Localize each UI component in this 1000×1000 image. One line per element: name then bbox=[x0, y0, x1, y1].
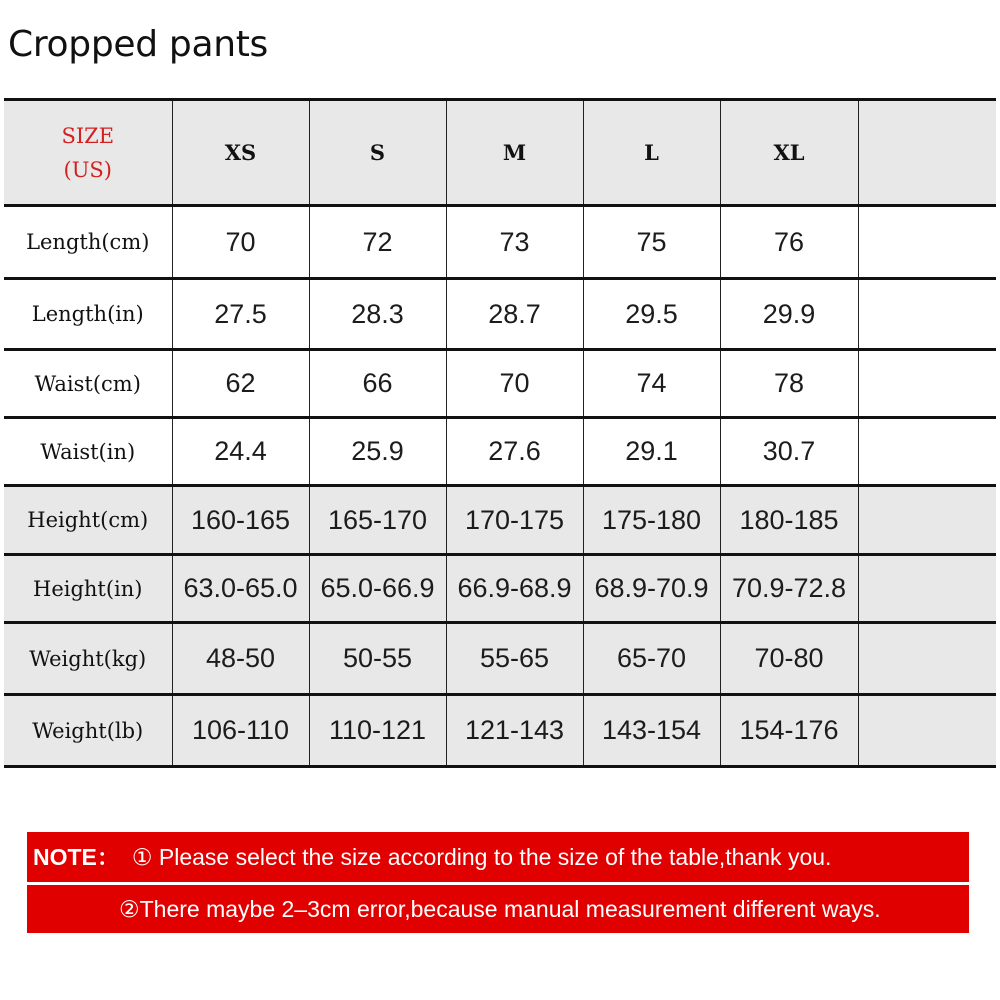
size-label-line1: SIZE bbox=[61, 123, 115, 148]
table-cell: 63.0-65.0 bbox=[172, 555, 309, 623]
table-row bbox=[4, 206, 996, 279]
size-header-s: S bbox=[309, 100, 446, 206]
table-cell: 28.7 bbox=[446, 279, 583, 350]
table-cell: 70 bbox=[172, 206, 309, 279]
note-banner-1 bbox=[27, 832, 969, 882]
size-header-xs: XS bbox=[172, 100, 309, 206]
table-cell: 55-65 bbox=[446, 623, 583, 695]
table-cell: 143-154 bbox=[583, 695, 720, 767]
size-header-empty bbox=[858, 100, 996, 206]
table-cell: 24.4 bbox=[172, 418, 309, 486]
table-cell: 154-176 bbox=[720, 695, 858, 767]
table-cell: 66 bbox=[309, 350, 446, 418]
row-label: Height(in) bbox=[4, 555, 172, 623]
table-cell: 106-110 bbox=[172, 695, 309, 767]
table-row bbox=[4, 418, 996, 486]
table-cell bbox=[858, 555, 996, 623]
table-row bbox=[4, 623, 996, 695]
row-label: Waist(in) bbox=[4, 418, 172, 486]
note-banner-2 bbox=[27, 885, 969, 933]
table-cell: 29.5 bbox=[583, 279, 720, 350]
table-cell bbox=[858, 279, 996, 350]
table-row bbox=[4, 486, 996, 555]
table-cell bbox=[858, 418, 996, 486]
table-cell: 66.9-68.9 bbox=[446, 555, 583, 623]
table-cell: 75 bbox=[583, 206, 720, 279]
row-label: Waist(cm) bbox=[4, 350, 172, 418]
table-cell bbox=[858, 486, 996, 555]
table-cell: 70 bbox=[446, 350, 583, 418]
table-row bbox=[4, 695, 996, 767]
table-cell: 175-180 bbox=[583, 486, 720, 555]
table-cell: 62 bbox=[172, 350, 309, 418]
table-cell: 65.0-66.9 bbox=[309, 555, 446, 623]
note-text-2: ②There maybe 2–3cm error,because manual measurement different ways. bbox=[119, 896, 881, 922]
table-cell: 121-143 bbox=[446, 695, 583, 767]
row-label: Length(in) bbox=[4, 279, 172, 350]
table-cell: 50-55 bbox=[309, 623, 446, 695]
table-cell: 74 bbox=[583, 350, 720, 418]
size-label-line2: (US) bbox=[63, 157, 112, 182]
table-row bbox=[4, 279, 996, 350]
size-label bbox=[4, 119, 172, 187]
size-chart-table bbox=[4, 98, 996, 768]
table-cell: 30.7 bbox=[720, 418, 858, 486]
table-cell bbox=[858, 206, 996, 279]
table-cell: 48-50 bbox=[172, 623, 309, 695]
table-cell: 29.1 bbox=[583, 418, 720, 486]
size-header-xl: XL bbox=[720, 100, 858, 206]
row-label: Length(cm) bbox=[4, 206, 172, 279]
table-cell: 110-121 bbox=[309, 695, 446, 767]
table-cell bbox=[858, 350, 996, 418]
table-cell: 160-165 bbox=[172, 486, 309, 555]
table-cell: 27.5 bbox=[172, 279, 309, 350]
size-label-cell bbox=[4, 100, 172, 206]
table-cell: 28.3 bbox=[309, 279, 446, 350]
table-cell: 25.9 bbox=[309, 418, 446, 486]
page-title: Cropped pants bbox=[8, 24, 269, 65]
table-cell: 70.9-72.8 bbox=[720, 555, 858, 623]
table-cell: 170-175 bbox=[446, 486, 583, 555]
table-cell: 72 bbox=[309, 206, 446, 279]
note-prefix: NOTE： bbox=[33, 844, 120, 870]
table-cell bbox=[858, 695, 996, 767]
table-cell: 78 bbox=[720, 350, 858, 418]
note-text-1: ① Please select the size according to the size of the table,thank you. bbox=[131, 844, 832, 870]
table-cell: 68.9-70.9 bbox=[583, 555, 720, 623]
table-cell: 180-185 bbox=[720, 486, 858, 555]
row-label: Weight(lb) bbox=[4, 695, 172, 767]
row-label: Height(cm) bbox=[4, 486, 172, 555]
table-cell: 27.6 bbox=[446, 418, 583, 486]
table-row bbox=[4, 350, 996, 418]
table-cell: 76 bbox=[720, 206, 858, 279]
header-row bbox=[4, 100, 996, 206]
table-cell: 65-70 bbox=[583, 623, 720, 695]
size-header-l: L bbox=[583, 100, 720, 206]
row-label: Weight(kg) bbox=[4, 623, 172, 695]
table-cell: 29.9 bbox=[720, 279, 858, 350]
table-row bbox=[4, 555, 996, 623]
size-header-m: M bbox=[446, 100, 583, 206]
table-cell: 73 bbox=[446, 206, 583, 279]
table-cell bbox=[858, 623, 996, 695]
table-cell: 70-80 bbox=[720, 623, 858, 695]
table-cell: 165-170 bbox=[309, 486, 446, 555]
